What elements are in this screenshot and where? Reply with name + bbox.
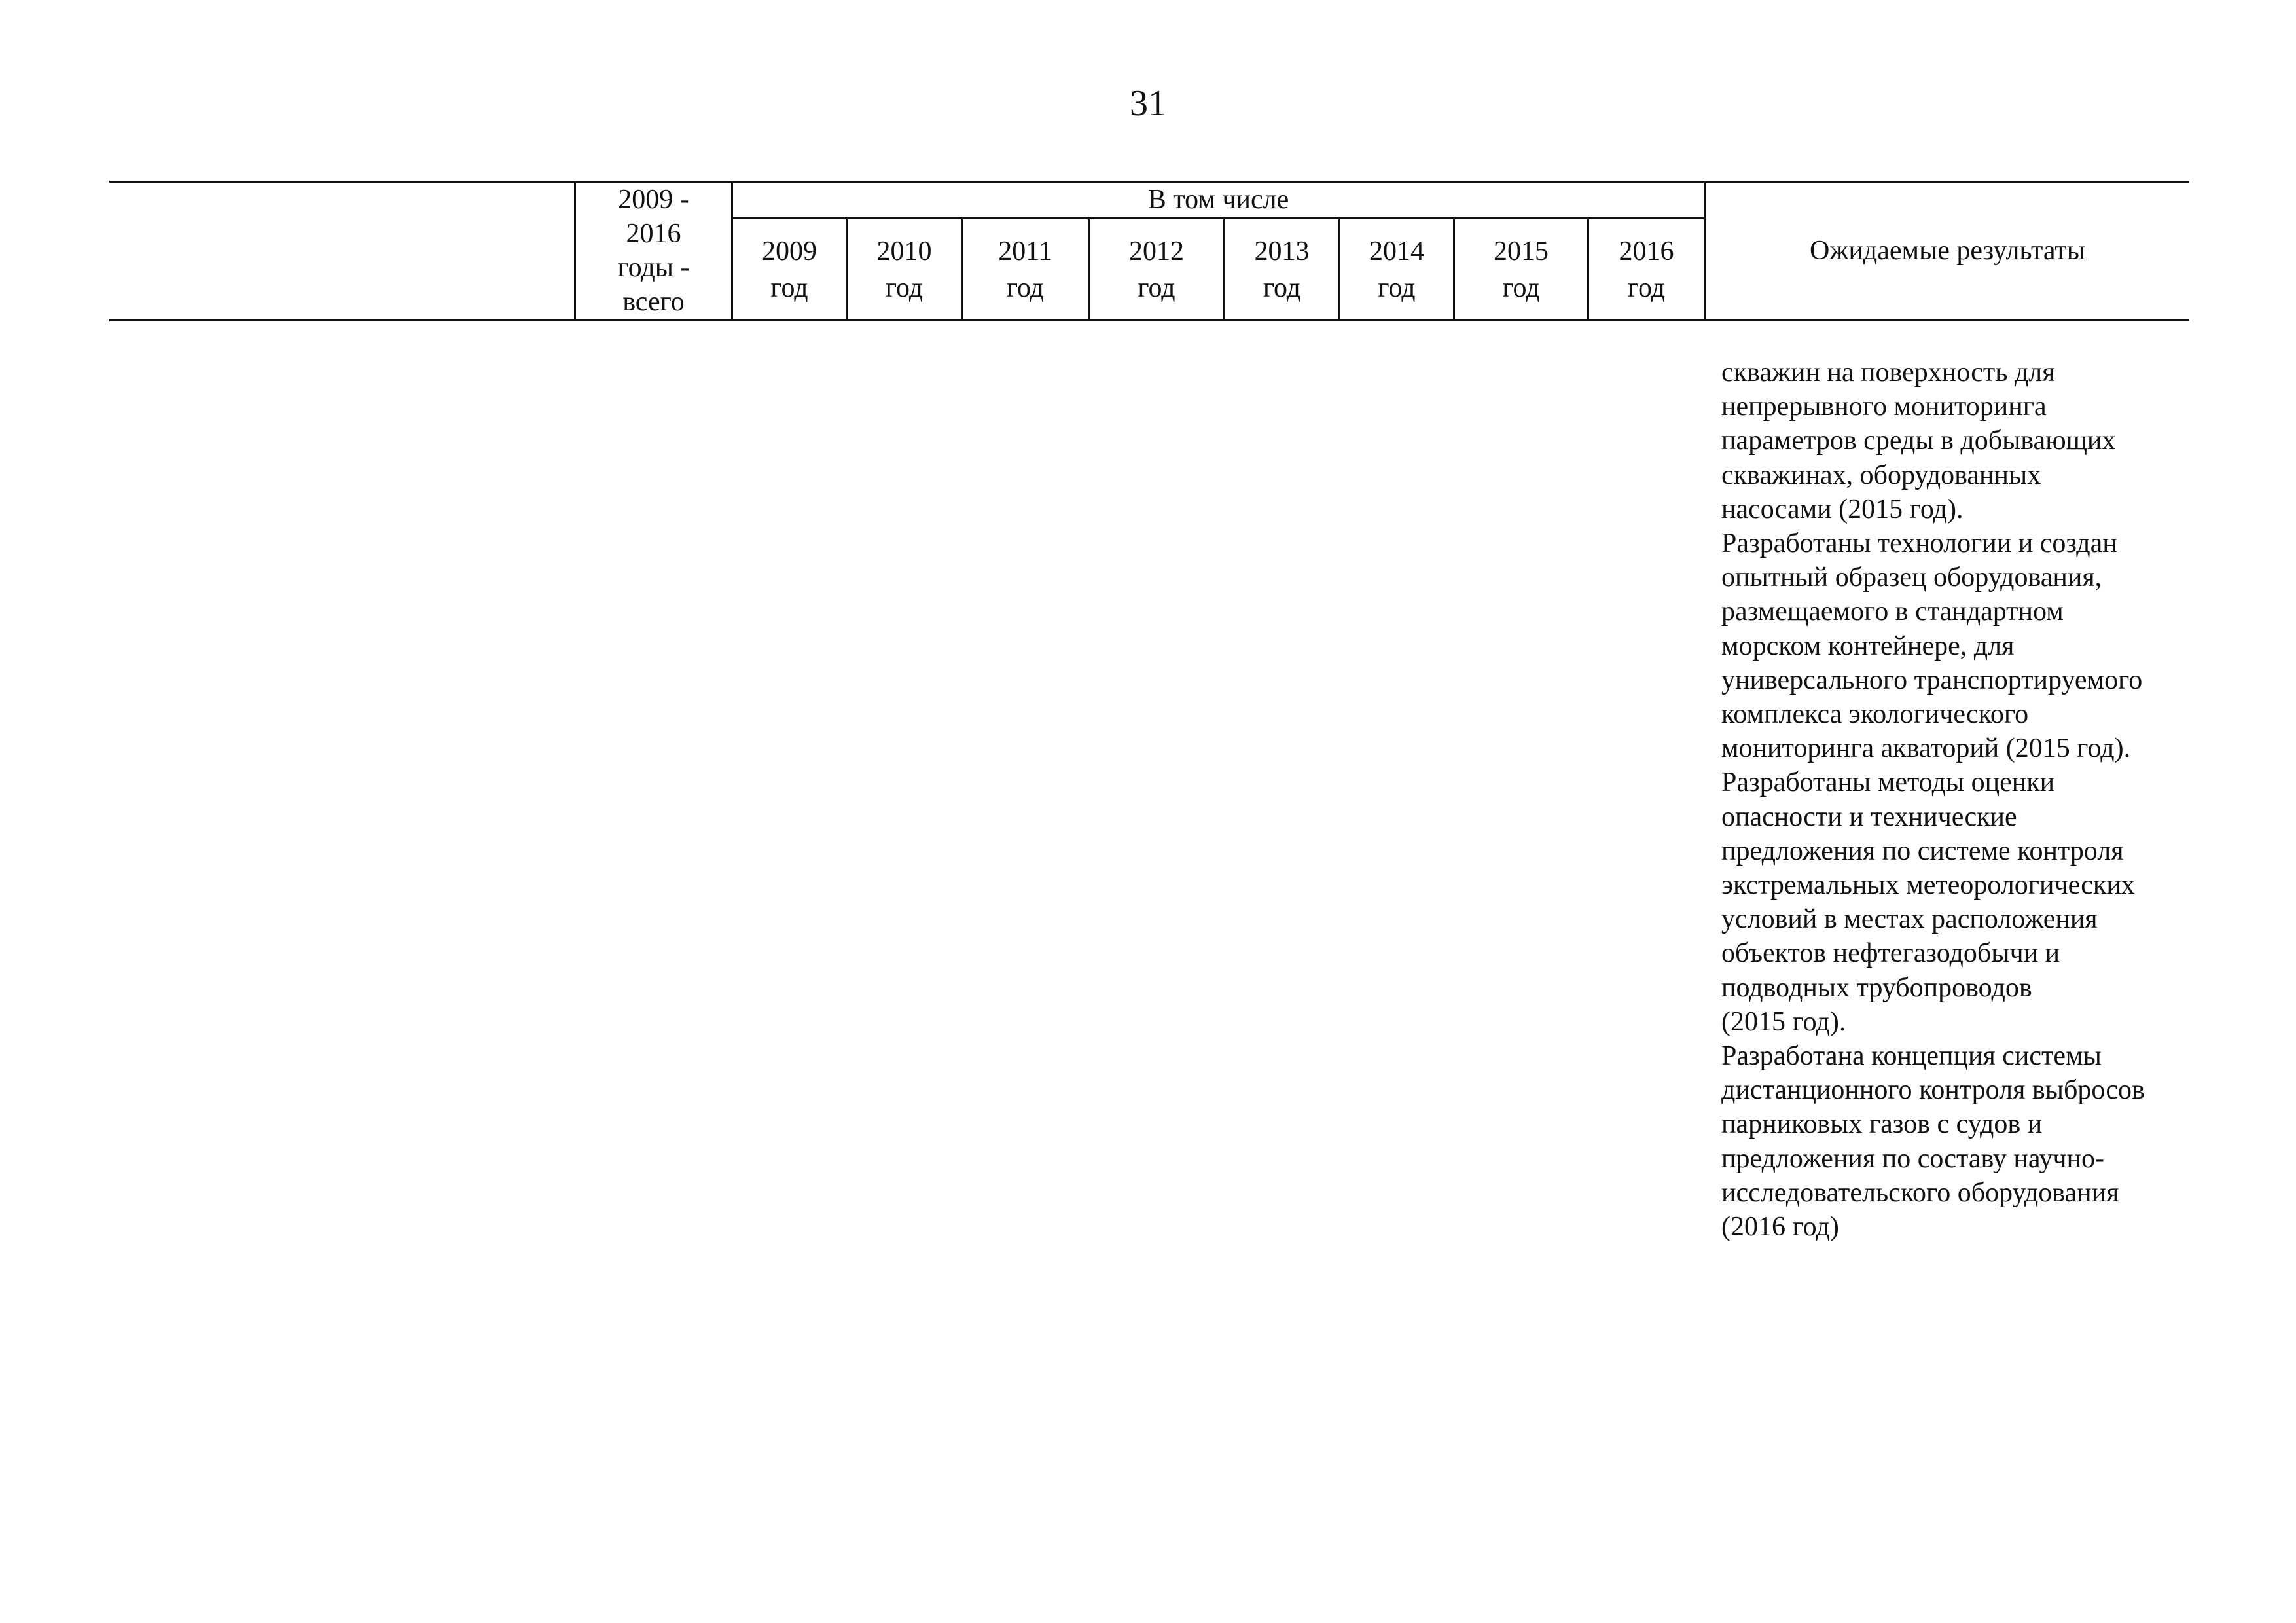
year-unit: год	[770, 272, 808, 303]
group-header-label: В том числе	[1147, 185, 1289, 215]
results-line: предложения по составу научно-	[1721, 1143, 2105, 1174]
results-line: (2016 год)	[1721, 1212, 1839, 1243]
results-line: опасности и технические	[1721, 801, 2017, 832]
total-header-line: всего	[622, 287, 685, 317]
results-line: экстремальных метеорологических	[1721, 870, 2135, 901]
results-column-header: Ожидаемые результаты	[1810, 236, 2085, 266]
year-header-cell	[1090, 219, 1223, 319]
results-line: размещаемого в стандартном	[1721, 596, 2064, 627]
total-header-line: годы -	[617, 253, 690, 283]
results-line: Разработаны технологии и создан	[1721, 528, 2117, 559]
year-header-cell	[963, 219, 1088, 319]
year-unit: год	[1263, 272, 1301, 303]
results-line: (2015 год).	[1721, 1006, 1846, 1037]
results-line: парниковых газов с судов и	[1721, 1109, 2043, 1140]
results-line: параметров среды в добывающих	[1721, 426, 2116, 456]
results-line: насосами (2015 год).	[1721, 494, 1964, 524]
results-line: исследовательского оборудования	[1721, 1177, 2119, 1208]
year-header-cell	[733, 219, 846, 319]
results-line: предложения по системе контроля	[1721, 835, 2124, 866]
year-unit: год	[1378, 272, 1416, 303]
results-line: условий в местах расположения	[1721, 904, 2098, 935]
results-line: универсального транспортируемого	[1721, 665, 2143, 695]
results-line: объектов нефтегазодобычи и	[1721, 938, 2060, 969]
total-header-line: 2009 -	[618, 185, 689, 215]
results-line: морском контейнере, для	[1721, 630, 2015, 661]
year-unit: год	[1502, 272, 1540, 303]
total-header-line: 2016	[626, 219, 681, 249]
results-line: подводных трубопроводов	[1721, 972, 2032, 1003]
year-label: 2014	[1369, 236, 1424, 266]
results-line: Разработана концепция системы	[1721, 1041, 2102, 1072]
results-line: Разработаны методы оценки	[1721, 767, 2055, 798]
total-column-header	[576, 182, 731, 319]
results-line: мониторинга акваторий (2015 год).	[1721, 733, 2131, 764]
year-unit: год	[885, 272, 924, 303]
year-label: 2010	[876, 236, 932, 266]
results-line: скважин на поверхность для	[1721, 357, 2055, 388]
year-unit: год	[1138, 272, 1175, 303]
results-line: скважинах, оборудованных	[1721, 460, 2041, 490]
year-label: 2011	[998, 236, 1052, 266]
year-header-cell	[1455, 219, 1587, 319]
results-line: непрерывного мониторинга	[1721, 392, 2047, 422]
expected-results-text	[1721, 356, 2232, 1244]
year-label: 2013	[1254, 236, 1310, 266]
year-header-cell	[848, 219, 961, 319]
page-number: 31	[1130, 83, 1166, 124]
results-line: опытный образец оборудования,	[1721, 562, 2102, 593]
year-header-cell	[1340, 219, 1453, 319]
year-label: 2009	[762, 236, 817, 266]
results-line: дистанционного контроля выбросов	[1721, 1075, 2145, 1106]
year-label: 2012	[1129, 236, 1184, 266]
year-unit: год	[1627, 272, 1666, 303]
year-header-cell	[1225, 219, 1338, 319]
year-label: 2015	[1494, 236, 1549, 266]
year-header-cell	[1589, 219, 1704, 319]
year-label: 2016	[1619, 236, 1674, 266]
header-bottom-rule	[109, 319, 2189, 321]
year-unit: год	[1006, 272, 1045, 303]
results-line: комплекса экологического	[1721, 699, 2029, 730]
